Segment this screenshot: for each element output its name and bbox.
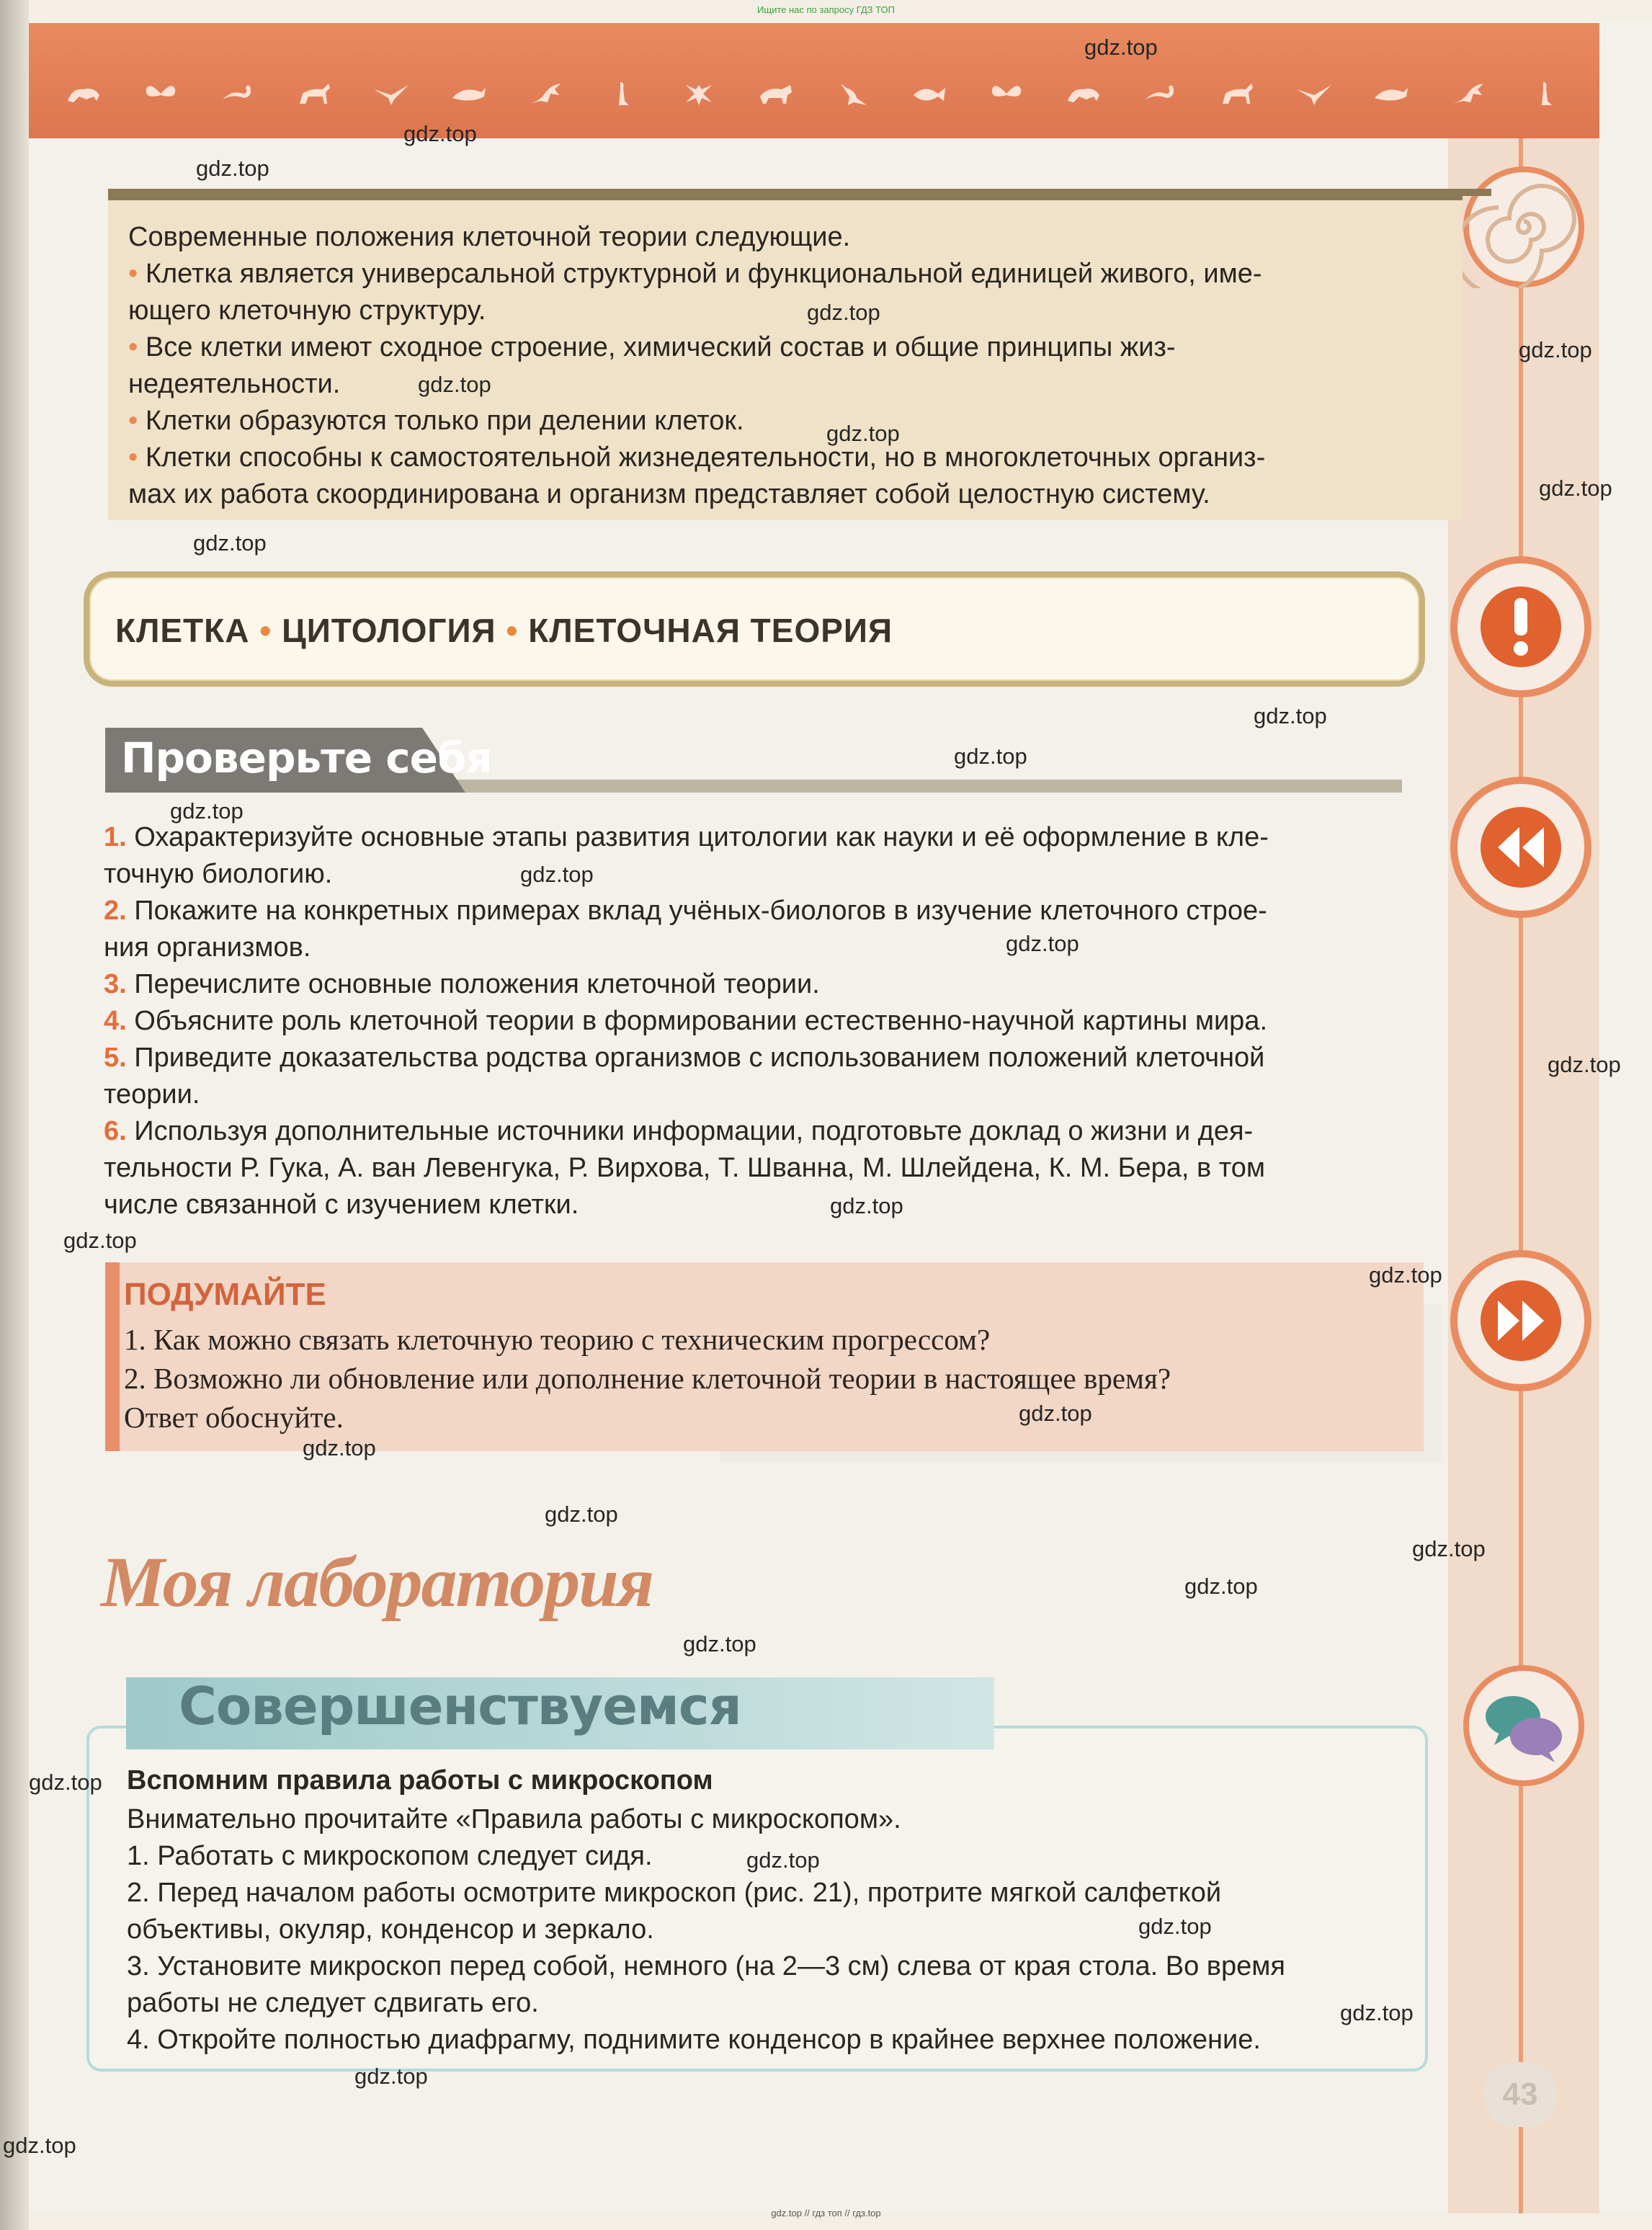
scorpion-icon bbox=[218, 79, 256, 108]
lizard-icon bbox=[1449, 79, 1486, 108]
sidebar-line bbox=[1519, 138, 1523, 2213]
question-line: 4. Объясните роль клеточной теории в формировании естественно-научной картины мира. bbox=[104, 1006, 1267, 1036]
rewind-glyph bbox=[1478, 804, 1564, 891]
check-questions bbox=[104, 819, 1429, 1223]
spiral-icon bbox=[1463, 166, 1585, 288]
keyword: ЦИТОЛОГИЯ bbox=[282, 612, 496, 649]
watermark: gdz.top bbox=[303, 1435, 376, 1460]
bullet-icon: • bbox=[128, 406, 138, 436]
positions-frame-top bbox=[108, 189, 1491, 196]
watermark: gdz.top bbox=[830, 1193, 903, 1218]
bull-icon bbox=[757, 79, 795, 108]
watermark: gdz.top bbox=[746, 1847, 820, 1873]
question-line: 6. Используя дополнительные источники информации, подготовьте доклад о жизни и дея- bbox=[104, 1116, 1254, 1146]
fast-forward-glyph bbox=[1478, 1277, 1564, 1364]
watermark: gdz.top bbox=[520, 862, 594, 887]
watermark: gdz.top bbox=[3, 2133, 76, 2158]
positions-line: ющего клеточную структуру. bbox=[128, 295, 486, 326]
watermark: gdz.top bbox=[193, 530, 267, 556]
insect-icon bbox=[680, 79, 718, 108]
animal-icon bbox=[1065, 79, 1102, 108]
question-line: 2. Покажите на конкретных примерах вклад учёных-биологов в изучение клеточного строе- bbox=[104, 896, 1267, 926]
rules-line: 1. Работать с микроскопом следует сидя. bbox=[127, 1841, 653, 1871]
butterfly-icon bbox=[142, 79, 179, 108]
question-line: числе связанной с изучением клетки. bbox=[104, 1190, 579, 1220]
rules-heading: Вспомним правила работы с микроскопом bbox=[127, 1765, 713, 1796]
watermark: gdz.top bbox=[1548, 1052, 1621, 1077]
positions-line: • Клетки способны к самостоятельной жизнедеятельности, но в многоклеточных организ- bbox=[128, 442, 1266, 473]
think-text bbox=[124, 1320, 1171, 1437]
watermark: gdz.top bbox=[1519, 337, 1592, 362]
rules-line: 2. Перед началом работы осмотрите микроскоп (рис. 21), протрите мягкой салфеткой bbox=[127, 1878, 1222, 1908]
think-line: 2. Возможно ли обновление или дополнение клеточной теории в настоящее время? bbox=[124, 1362, 1171, 1395]
bird-icon bbox=[1295, 79, 1333, 108]
watermark: gdz.top bbox=[354, 2064, 428, 2089]
keyword: КЛЕТКА bbox=[115, 612, 250, 649]
keyword-separator: • bbox=[259, 612, 272, 649]
animal-icon bbox=[65, 79, 102, 108]
exclamation-icon bbox=[1450, 556, 1591, 697]
rules-line: 3. Установите микроскоп перед собой, немного (на 2—3 см) слева от края стола. Во время bbox=[127, 1951, 1285, 1981]
question-line: тельности Р. Гука, А. ван Левенгука, Р. Вирхова, Т. Шванна, М. Шлейдена, К. М. Бера, в том bbox=[104, 1153, 1266, 1183]
watermark: gdz.top bbox=[1254, 703, 1327, 728]
right-sidebar bbox=[1448, 138, 1599, 2213]
exclamation-glyph bbox=[1478, 584, 1564, 670]
positions-line: мах их работа скоординирована и организм представляет собой целостную систему. bbox=[128, 479, 1210, 509]
improve-heading: Совершенствуемся bbox=[179, 1676, 741, 1736]
watermark: gdz.top bbox=[807, 300, 880, 325]
rewind-icon bbox=[1450, 777, 1591, 918]
watermark: gdz.top bbox=[1019, 1401, 1092, 1426]
rules-line: Внимательно прочитайте «Правила работы с микроскопом». bbox=[127, 1804, 901, 1834]
top-credit: Ищите нас по запросу ГДЗ ТОП bbox=[757, 4, 895, 15]
lizard-icon bbox=[526, 79, 563, 108]
bottom-credit: gdz.top // гдз топ // гдз.top bbox=[771, 2208, 881, 2218]
page-fold-shadow bbox=[0, 0, 29, 2230]
question-line: точную биологию. bbox=[104, 859, 333, 889]
rules-line: 4. Откройте полностью диафрагму, поднимите конденсор в крайнее верхнее положение. bbox=[127, 2025, 1261, 2055]
kangaroo-icon bbox=[834, 79, 871, 108]
watermark: gdz.top bbox=[170, 798, 244, 824]
watermark: gdz.top bbox=[403, 121, 477, 146]
fast-forward-icon bbox=[1450, 1250, 1591, 1391]
bullet-icon: • bbox=[128, 332, 138, 362]
watermark: gdz.top bbox=[418, 372, 491, 397]
dolphin-icon bbox=[1372, 79, 1409, 108]
meerkat-icon bbox=[1526, 79, 1563, 108]
dolphin-icon bbox=[450, 79, 487, 108]
rules-text bbox=[127, 1801, 1424, 2059]
positions-line: • Клетки образуются только при делении клеток. bbox=[128, 406, 744, 436]
positions-line: недеятельности. bbox=[128, 369, 341, 399]
watermark: gdz.top bbox=[1412, 1536, 1486, 1561]
chat-icon bbox=[1463, 1664, 1585, 1787]
watermark: gdz.top bbox=[683, 1631, 756, 1656]
watermark: gdz.top bbox=[1340, 2000, 1414, 2025]
watermark: gdz.top bbox=[196, 156, 269, 181]
positions-text bbox=[128, 219, 1425, 513]
bullet-icon: • bbox=[128, 442, 138, 473]
watermark: gdz.top bbox=[826, 421, 900, 446]
watermark: gdz.top bbox=[29, 1770, 102, 1795]
positions-intro: Современные положения клеточной теории следующие. bbox=[128, 222, 851, 252]
bird-icon bbox=[372, 79, 410, 108]
positions-line: • Клетка является универсальной структурной и функциональной единицей живого, име- bbox=[128, 259, 1262, 289]
check-heading: Проверьте себя bbox=[121, 733, 492, 782]
keywords-line bbox=[115, 611, 893, 650]
butterfly-icon bbox=[988, 79, 1025, 108]
lab-title: Моя лаборатория bbox=[101, 1542, 653, 1622]
question-line: теории. bbox=[104, 1079, 200, 1110]
scorpion-icon bbox=[1141, 79, 1179, 108]
watermark: gdz.top bbox=[1184, 1574, 1258, 1599]
watermark: gdz.top bbox=[1539, 476, 1612, 501]
question-line: ния организмов. bbox=[104, 932, 311, 963]
bullet-icon: • bbox=[128, 259, 138, 289]
watermark: gdz.top bbox=[545, 1502, 618, 1527]
watermark: gdz.top bbox=[63, 1228, 137, 1253]
question-line: 3. Перечислите основные положения клеточной теории. bbox=[104, 969, 820, 999]
watermark: gdz.top bbox=[1138, 1914, 1212, 1939]
watermark: gdz.top bbox=[1084, 35, 1158, 60]
think-line: Ответ обоснуйте. bbox=[124, 1401, 344, 1434]
animal-silhouettes bbox=[36, 76, 1592, 112]
positions-line: • Все клетки имеют сходное строение, химический состав и общие принципы жиз- bbox=[128, 332, 1176, 362]
think-line: 1. Как можно связать клеточную теорию с техническим прогрессом? bbox=[124, 1323, 991, 1356]
horse-icon bbox=[295, 79, 333, 108]
keyword: КЛЕТОЧНАЯ ТЕОРИЯ bbox=[528, 612, 893, 649]
watermark: gdz.top bbox=[1369, 1262, 1442, 1288]
horse-icon bbox=[1218, 79, 1256, 108]
page-number: 43 bbox=[1484, 2062, 1556, 2127]
watermark: gdz.top bbox=[954, 744, 1027, 769]
question-line: 1. Охарактеризуйте основные этапы развития цитологии как науки и её оформление в кле- bbox=[104, 822, 1269, 852]
question-line: 5. Приведите доказательства родства организмов с использованием положений клеточной bbox=[104, 1043, 1265, 1073]
keyword-separator: • bbox=[506, 612, 519, 649]
rules-line: объективы, окуляр, конденсор и зеркало. bbox=[127, 1914, 654, 1945]
think-title: ПОДУМАЙТЕ bbox=[124, 1277, 326, 1312]
rules-line: работы не следует сдвигать его. bbox=[127, 1988, 539, 2018]
fish-icon bbox=[911, 79, 948, 108]
watermark: gdz.top bbox=[1006, 931, 1079, 956]
meerkat-icon bbox=[603, 79, 640, 108]
